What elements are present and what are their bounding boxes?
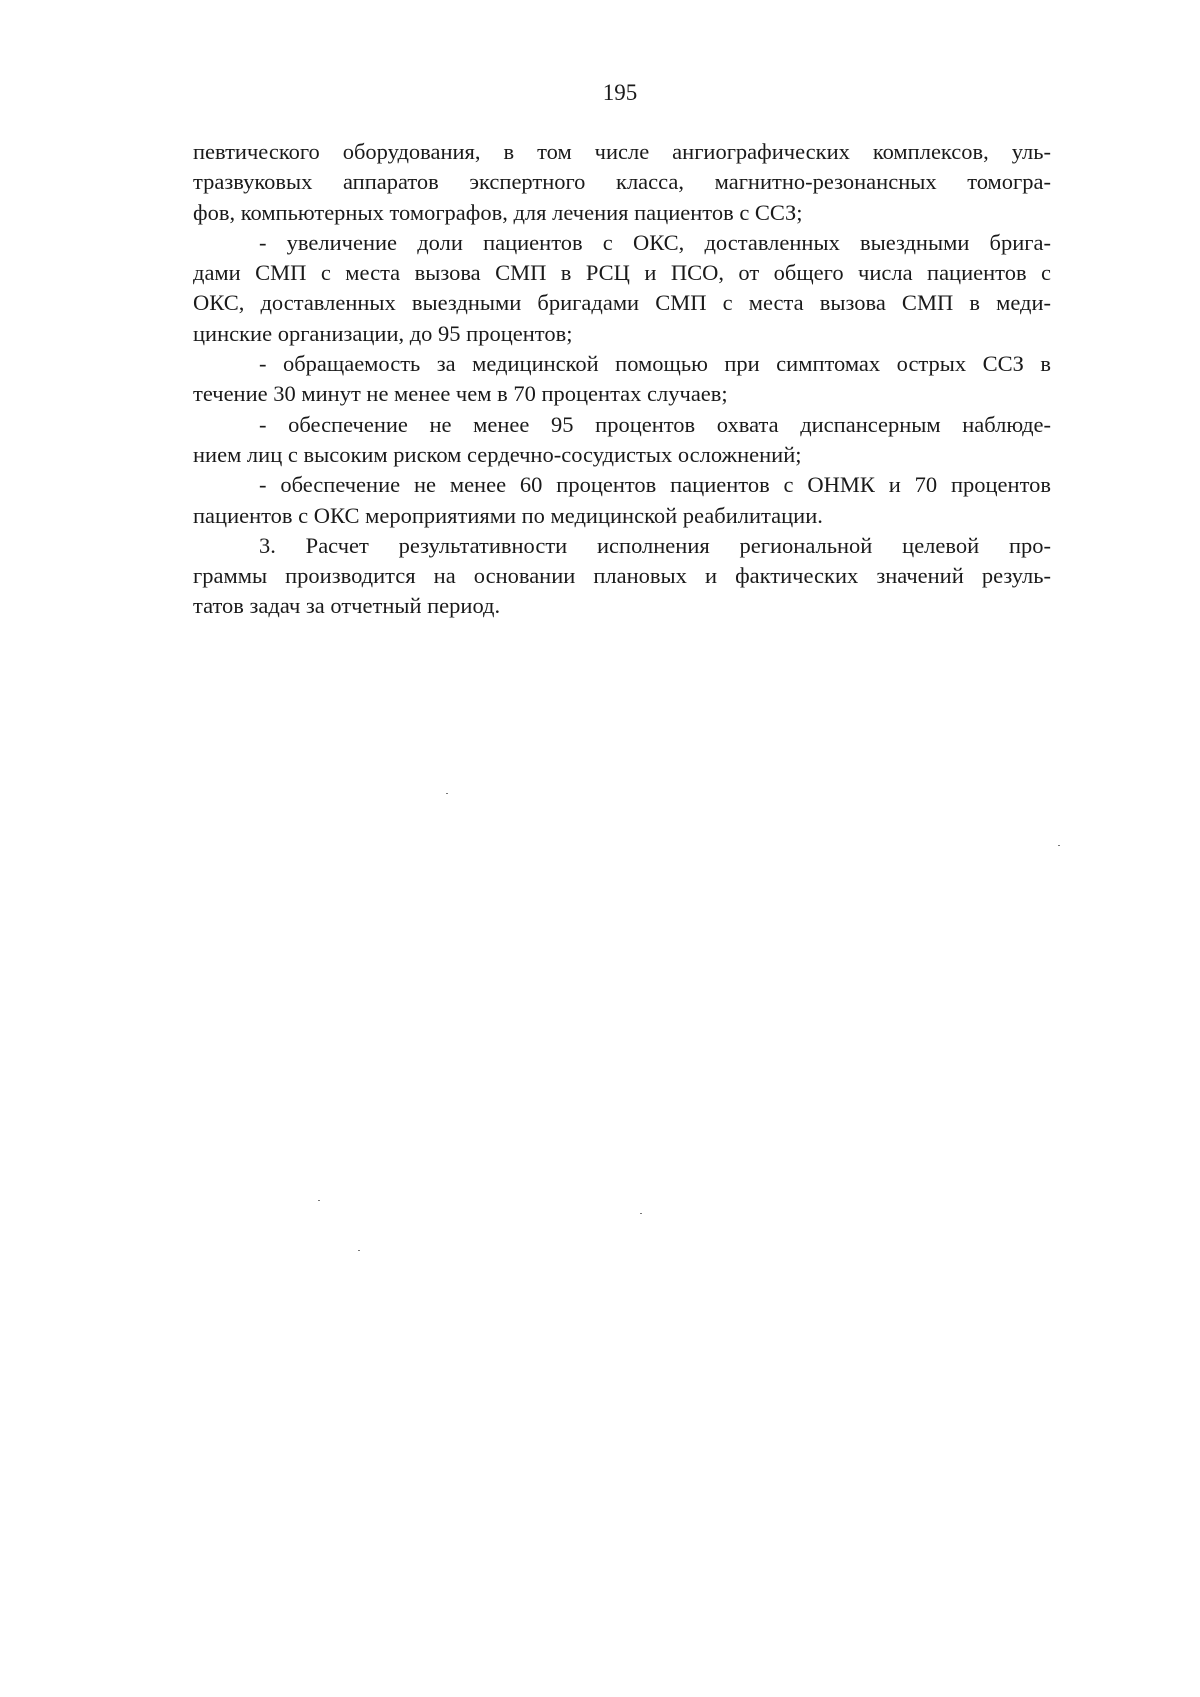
scan-speck — [358, 1250, 360, 1251]
text-line: дами СМП с места вызова СМП в РСЦ и ПСО, от общего числа пациентов с — [193, 260, 1051, 286]
scan-speck — [1058, 845, 1060, 846]
page-number: 195 — [602, 80, 638, 105]
text-line: - обеспечение не менее 95 процентов охвата диспансерным наблюде- — [259, 411, 1051, 437]
text-line: нием лиц с высоким риском сердечно-сосудистых осложнений; — [193, 441, 802, 467]
text-line: цинские организации, до 95 процентов; — [193, 320, 573, 346]
scan-speck — [640, 1213, 642, 1214]
text-line: фов, компьютерных томографов, для лечения пациентов с ССЗ; — [193, 199, 803, 225]
text-line: 3. Расчет результативности исполнения региональной целевой про- — [259, 532, 1051, 558]
text-line: - обеспечение не менее 60 процентов пациентов с ОНМК и 70 процентов — [259, 472, 1051, 498]
text-line: граммы производится на основании плановых и фактических значений резуль- — [193, 563, 1051, 589]
text-line: - обращаемость за медицинской помощью при симптомах острых ССЗ в — [259, 351, 1051, 377]
text-line: ОКС, доставленных выездными бригадами СМП с места вызова СМП в меди- — [193, 290, 1051, 316]
document-body — [193, 137, 1051, 622]
text-line: татов задач за отчетный период. — [193, 593, 501, 619]
text-line: течение 30 минут не менее чем в 70 процентах случаев; — [193, 381, 728, 407]
text-line: певтического оборудования, в том числе ангиографических комплексов, уль- — [193, 139, 1051, 164]
text-line: пациентов с ОКС мероприятиями по медицинской реабилитации. — [193, 502, 823, 528]
text-line: - увеличение доли пациентов с ОКС, доставленных выездными брига- — [259, 229, 1051, 255]
scan-speck — [446, 793, 448, 794]
text-line: тразвуковых аппаратов экспертного класса, магнитно-резонансных томогра- — [193, 169, 1051, 195]
scan-speck — [318, 1200, 320, 1201]
